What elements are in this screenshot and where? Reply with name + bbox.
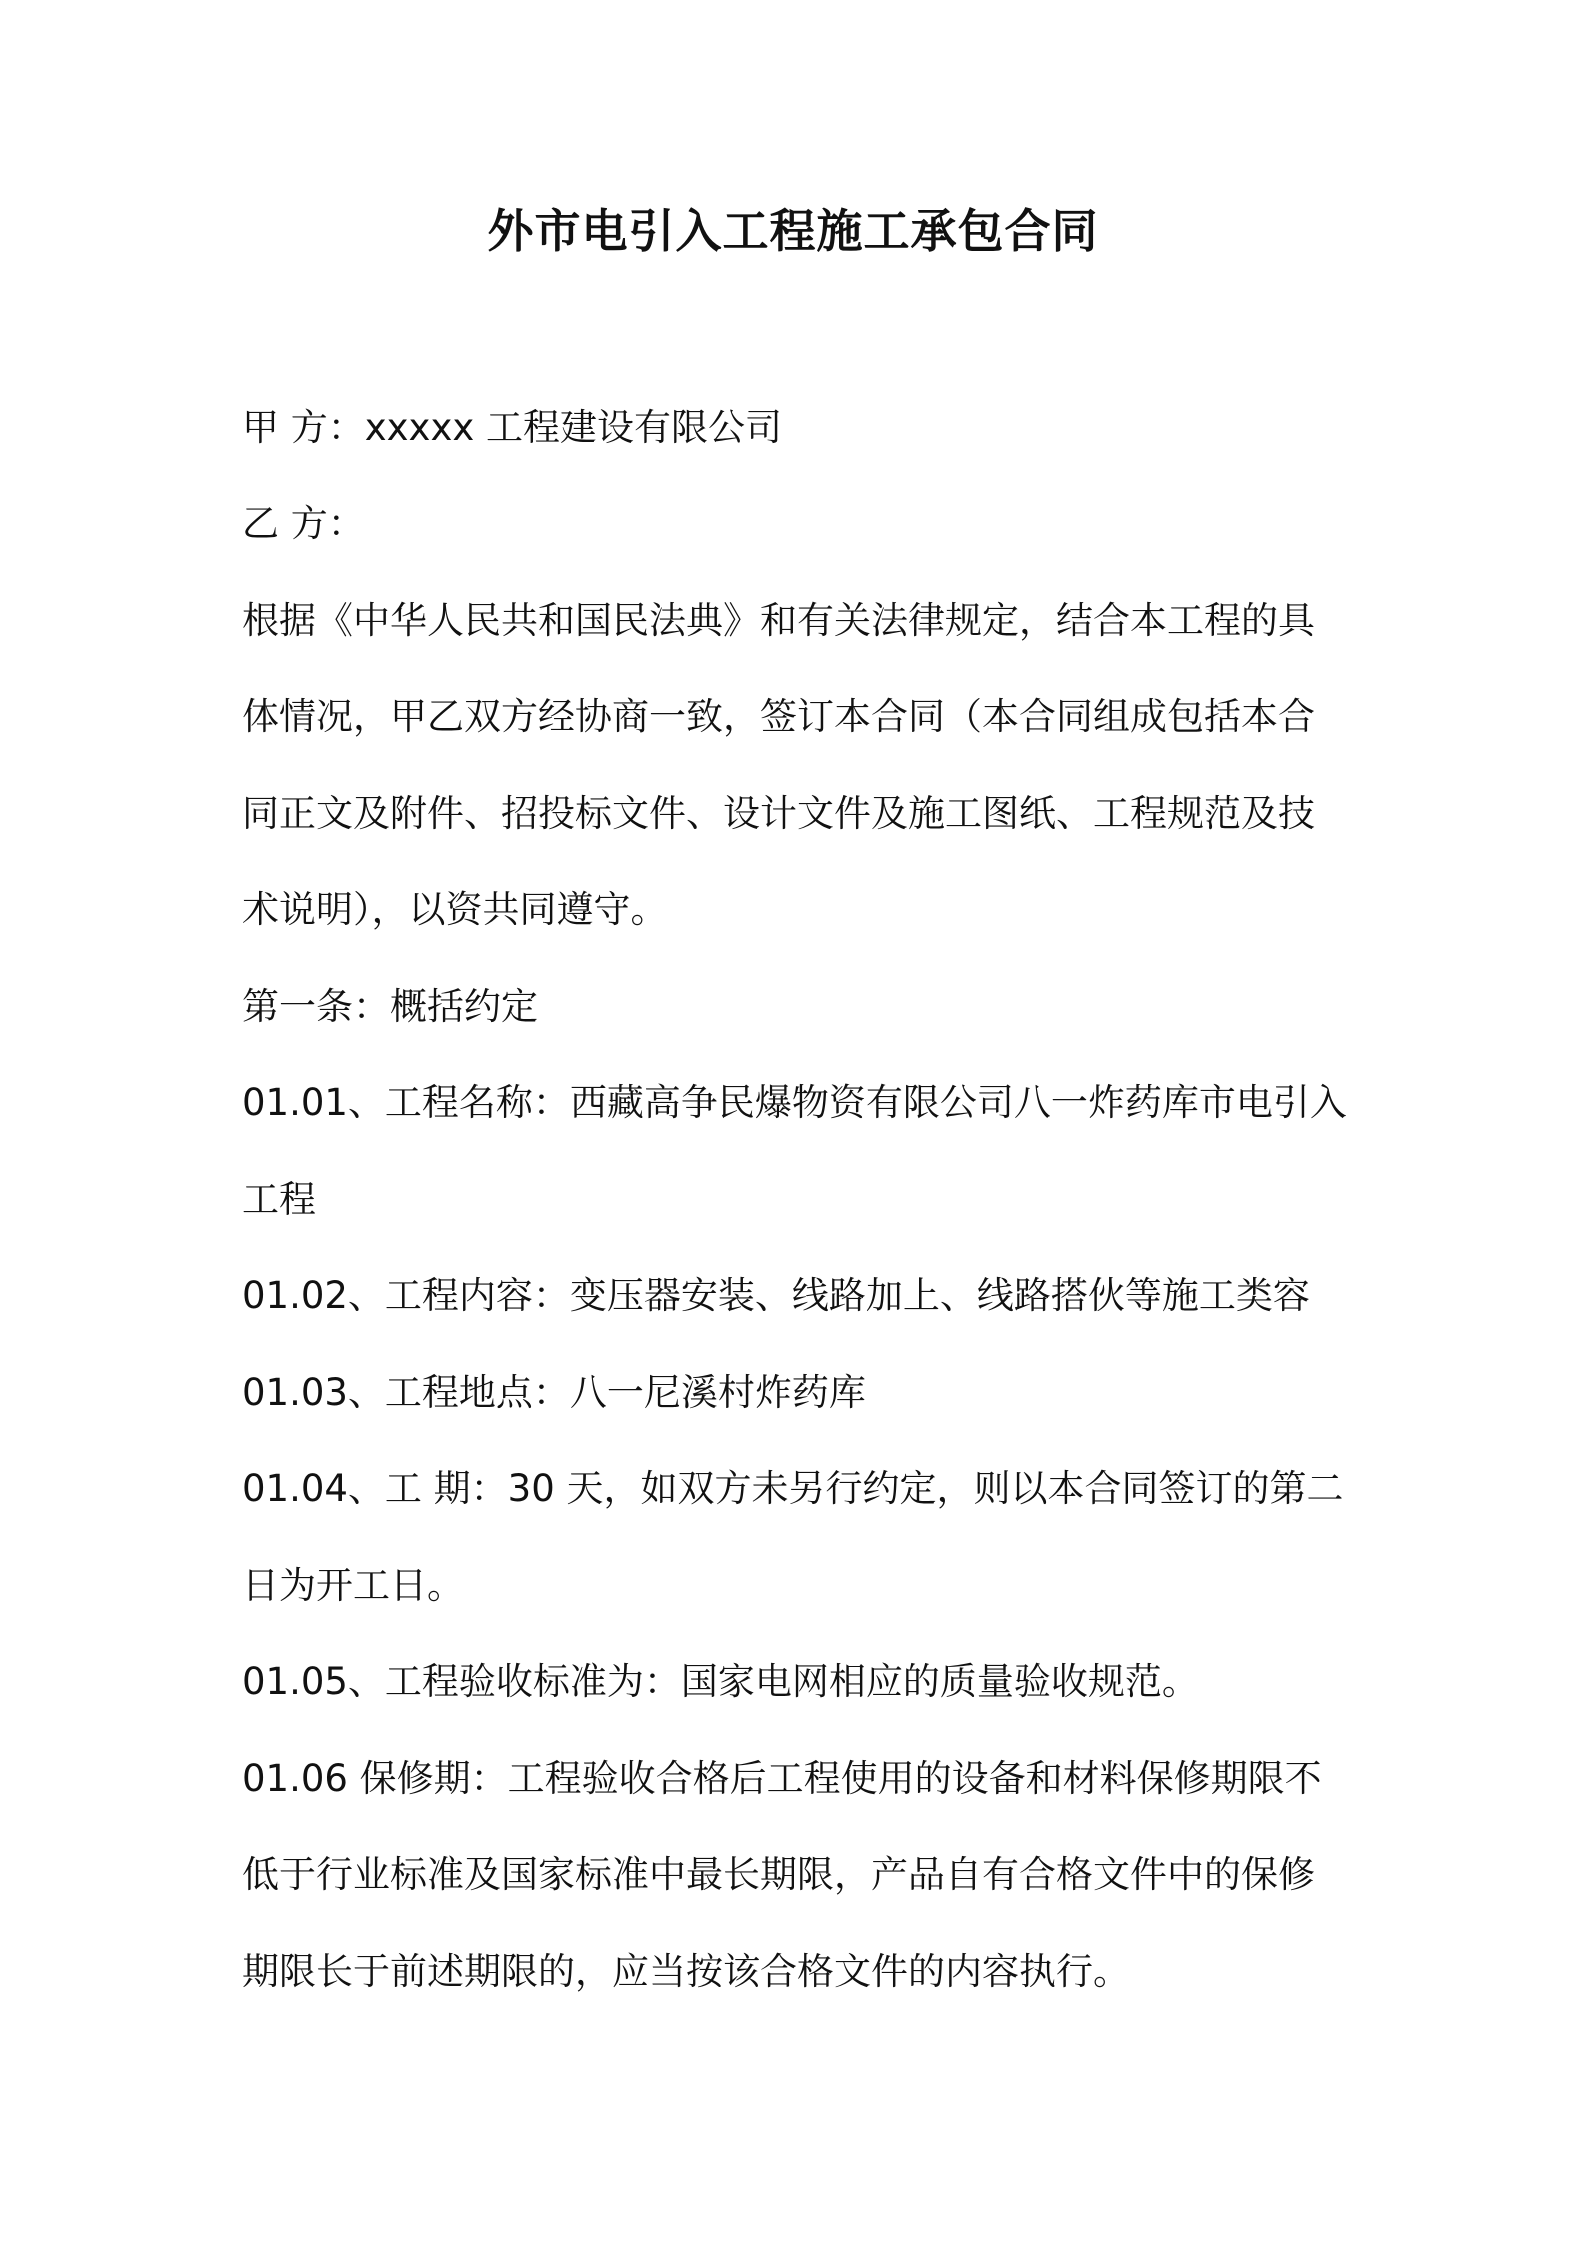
clause-01-04-line-2: 日为开工日。 xyxy=(242,1564,464,1607)
document-title: 外市电引入工程施工承包合同 xyxy=(487,204,1099,258)
intro-line-4: 术说明），以资共同遵守。 xyxy=(242,888,668,931)
party-b-line: 乙 方： xyxy=(242,502,365,545)
clause-01-06-line-1: 01.06 保修期：工程验收合格后工程使用的设备和材料保修期限不 xyxy=(242,1757,1322,1800)
clause-01-05: 01.05、工程验收标准为：国家电网相应的质量验收规范。 xyxy=(242,1660,1199,1703)
clause-01-04-line-1: 01.04、工 期：30 天，如双方未另行约定，则以本合同签订的第二 xyxy=(242,1467,1344,1510)
clause-01-01-line-1: 01.01、工程名称：西藏高争民爆物资有限公司八一炸药库市电引入 xyxy=(242,1081,1347,1124)
intro-line-2: 体情况，甲乙双方经协商一致，签订本合同（本合同组成包括本合 xyxy=(242,695,1315,738)
intro-line-1: 根据《中华人民共和国民法典》和有关法律规定，结合本工程的具 xyxy=(242,599,1315,642)
clause-01-02: 01.02、工程内容：变压器安装、线路加上、线路搭伙等施工类容 xyxy=(242,1274,1310,1317)
clause-01-06-line-3: 期限长于前述期限的，应当按该合格文件的内容执行。 xyxy=(242,1950,1130,1993)
clause-01-01-line-2: 工程 xyxy=(242,1178,316,1221)
party-a-line: 甲 方：xxxxx 工程建设有限公司 xyxy=(242,406,783,449)
clause-01-03: 01.03、工程地点：八一尼溪村炸药库 xyxy=(242,1371,866,1414)
clause-01-06-line-2: 低于行业标准及国家标准中最长期限，产品自有合格文件中的保修 xyxy=(242,1853,1315,1896)
intro-line-3: 同正文及附件、招投标文件、设计文件及施工图纸、工程规范及技 xyxy=(242,792,1315,835)
article-1-heading: 第一条：概括约定 xyxy=(242,985,538,1028)
